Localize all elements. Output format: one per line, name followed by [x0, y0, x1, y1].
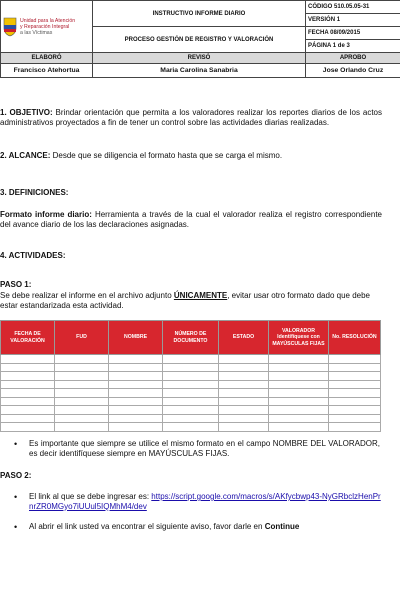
step2-label: PASO 2: [0, 471, 32, 480]
bullet-1-text: Es importante que siempre se utilice el mismo formato en el campo NOMBRE DEL VALORADOR, es decir identifíquese siempre en MAYÚSCULAS FIJAS. [29, 439, 380, 458]
document-page: PÁGINA 1 de 3 [306, 40, 400, 53]
table-cell[interactable] [109, 355, 163, 364]
signature-prepared-name: Francisco Atehortua [1, 64, 93, 78]
table-cell[interactable] [55, 389, 109, 398]
signature-reviewed-name: Maria Carolina Sanabria [93, 64, 306, 78]
bullet-3-marker: • [14, 522, 18, 532]
table-cell[interactable] [219, 380, 269, 389]
table-cell[interactable] [269, 414, 329, 423]
table-cell[interactable] [269, 380, 329, 389]
table-cell[interactable] [109, 414, 163, 423]
table-cell[interactable] [55, 406, 109, 415]
table-cell[interactable] [55, 414, 109, 423]
table-cell[interactable] [55, 372, 109, 381]
scope-text: Desde que se diligencia el formato hasta que se carga el mismo. [50, 151, 283, 160]
table-cell[interactable] [163, 423, 219, 432]
table-row [1, 406, 381, 415]
definitions-heading: 3. DEFINICIONES: [0, 188, 69, 197]
table-row [1, 363, 381, 372]
logo-line-1: Unidad para la Atención [20, 17, 76, 24]
table-cell[interactable] [329, 363, 381, 372]
document-version: VERSIÓN 1 [306, 14, 400, 27]
table-cell[interactable] [1, 397, 55, 406]
objective-paragraph [0, 108, 382, 127]
table-cell[interactable] [329, 355, 381, 364]
column-header-document-number: NÚMERO DE DOCUMENTO [163, 321, 219, 355]
table-cell[interactable] [1, 372, 55, 381]
table-row [1, 372, 381, 381]
table-cell[interactable] [219, 423, 269, 432]
column-header-fud: FUD [55, 321, 109, 355]
table-cell[interactable] [163, 397, 219, 406]
table-cell[interactable] [329, 397, 381, 406]
objective-text: Brindar orientación que permita a los valoradores realizar los reportes diarios de los actos administrativos proyectados a fin de tener un control sobre las actividades diarias realizadas. [0, 108, 382, 127]
table-cell[interactable] [269, 406, 329, 415]
table-cell[interactable] [1, 363, 55, 372]
table-row [1, 423, 381, 432]
table-cell[interactable] [219, 363, 269, 372]
continue-emphasis: Continue [264, 522, 300, 531]
table-cell[interactable] [219, 414, 269, 423]
table-row [1, 414, 381, 423]
table-cell[interactable] [1, 414, 55, 423]
step1-text-a: Se debe realizar el informe en el archivo adjunto [0, 291, 174, 300]
objective-label: 1. OBJETIVO: [0, 108, 53, 117]
table-cell[interactable] [55, 380, 109, 389]
table-cell[interactable] [329, 389, 381, 398]
signature-header-prepared: ELABORÓ [1, 53, 93, 64]
table-cell[interactable] [163, 355, 219, 364]
logo-line-3: a las Víctimas [20, 29, 53, 36]
document-subtitle: PROCESO GESTIÓN DE REGISTRO Y VALORACIÓN [93, 27, 306, 53]
table-row [1, 397, 381, 406]
table-cell[interactable] [109, 363, 163, 372]
signature-header-approved: APROBO [306, 53, 400, 64]
definition-paragraph [0, 210, 382, 229]
table-cell[interactable] [269, 423, 329, 432]
table-cell[interactable] [109, 397, 163, 406]
script-link[interactable]: https://script.google.com/macros/s/AKfycbwp43-NyGRbclzHenPrnrZR0MGyo7iUUul5IQMhM4/dev [29, 492, 381, 511]
table-cell[interactable] [219, 355, 269, 364]
document-title: INSTRUCTIVO INFORME DIARIO [93, 1, 306, 27]
table-cell[interactable] [1, 406, 55, 415]
column-header-resolution: No. RESOLUCIÓN [329, 321, 381, 355]
colombia-shield-icon [3, 17, 17, 37]
activities-heading: 4. ACTIVIDADES: [0, 251, 66, 260]
table-cell[interactable] [163, 406, 219, 415]
table-cell[interactable] [1, 389, 55, 398]
table-header-row [1, 321, 381, 355]
step1-paragraph [0, 291, 382, 310]
signature-approved-name: Jose Orlando Cruz [306, 64, 400, 78]
column-header-name: NOMBRE [109, 321, 163, 355]
activity-report-table [0, 320, 381, 432]
step1-label: PASO 1: [0, 280, 32, 289]
table-cell[interactable] [109, 380, 163, 389]
step1-emphasis: ÚNICAMENTE [173, 291, 228, 300]
table-cell[interactable] [219, 397, 269, 406]
table-cell[interactable] [329, 414, 381, 423]
unidad-victimas-logo [3, 17, 90, 37]
table-cell[interactable] [55, 423, 109, 432]
document-date: FECHA 08/09/2015 [306, 27, 400, 40]
column-header-status: ESTADO [219, 321, 269, 355]
table-cell[interactable] [55, 397, 109, 406]
signature-header-reviewed: REVISÓ [93, 53, 306, 64]
table-cell[interactable] [269, 355, 329, 364]
table-cell[interactable] [55, 363, 109, 372]
table-cell[interactable] [1, 380, 55, 389]
table-cell[interactable] [109, 406, 163, 415]
bullet-3-paragraph [29, 522, 381, 532]
scope-paragraph [0, 151, 382, 161]
column-header-valuator: VALORADOR Identifíquese con MAYÚSCULAS FIJAS [269, 321, 329, 355]
table-cell[interactable] [163, 414, 219, 423]
definition-term: Formato informe diario: [0, 210, 92, 219]
table-cell[interactable] [269, 397, 329, 406]
bullet-2-paragraph [29, 492, 381, 511]
table-cell[interactable] [329, 380, 381, 389]
table-cell[interactable] [219, 406, 269, 415]
table-row [1, 380, 381, 389]
logo-line-2: y Reparación Integral [20, 23, 70, 30]
table-cell[interactable] [109, 389, 163, 398]
scope-label: 2. ALCANCE: [0, 151, 51, 160]
definition-text: Herramienta a través de la cual el valorador realiza el registro correspondiente del avance diario de los las declaraciones asignadas. [0, 210, 382, 229]
document-code: CÓDIGO 510.05.05-31 [306, 1, 400, 14]
table-cell[interactable] [163, 389, 219, 398]
bullet-2-marker: • [14, 492, 18, 502]
table-cell[interactable] [109, 423, 163, 432]
table-cell[interactable] [109, 372, 163, 381]
table-cell[interactable] [269, 363, 329, 372]
link-intro: El link al que se debe ingresar es: [29, 492, 152, 501]
table-cell[interactable] [269, 389, 329, 398]
table-cell[interactable] [329, 372, 381, 381]
table-cell[interactable] [163, 363, 219, 372]
table-cell[interactable] [163, 380, 219, 389]
table-cell[interactable] [269, 372, 329, 381]
table-cell[interactable] [329, 406, 381, 415]
table-cell[interactable] [219, 389, 269, 398]
bullet-3-text: Al abrir el link usted va encontrar el siguiente aviso, favor darle en [29, 522, 265, 531]
table-cell[interactable] [219, 372, 269, 381]
step1-text-b: , evitar usar otro formato dado que debe estar estandarizada esta actividad. [0, 291, 370, 310]
bullet-1-marker: • [14, 439, 18, 449]
table-cell[interactable] [55, 355, 109, 364]
table-cell[interactable] [1, 355, 55, 364]
table-cell[interactable] [329, 423, 381, 432]
table-cell[interactable] [163, 372, 219, 381]
logo-cell [1, 1, 93, 53]
table-row [1, 389, 381, 398]
column-header-date: FECHA DE VALORACIÓN [1, 321, 55, 355]
document-header [0, 0, 400, 78]
table-row [1, 355, 381, 364]
table-cell[interactable] [1, 423, 55, 432]
